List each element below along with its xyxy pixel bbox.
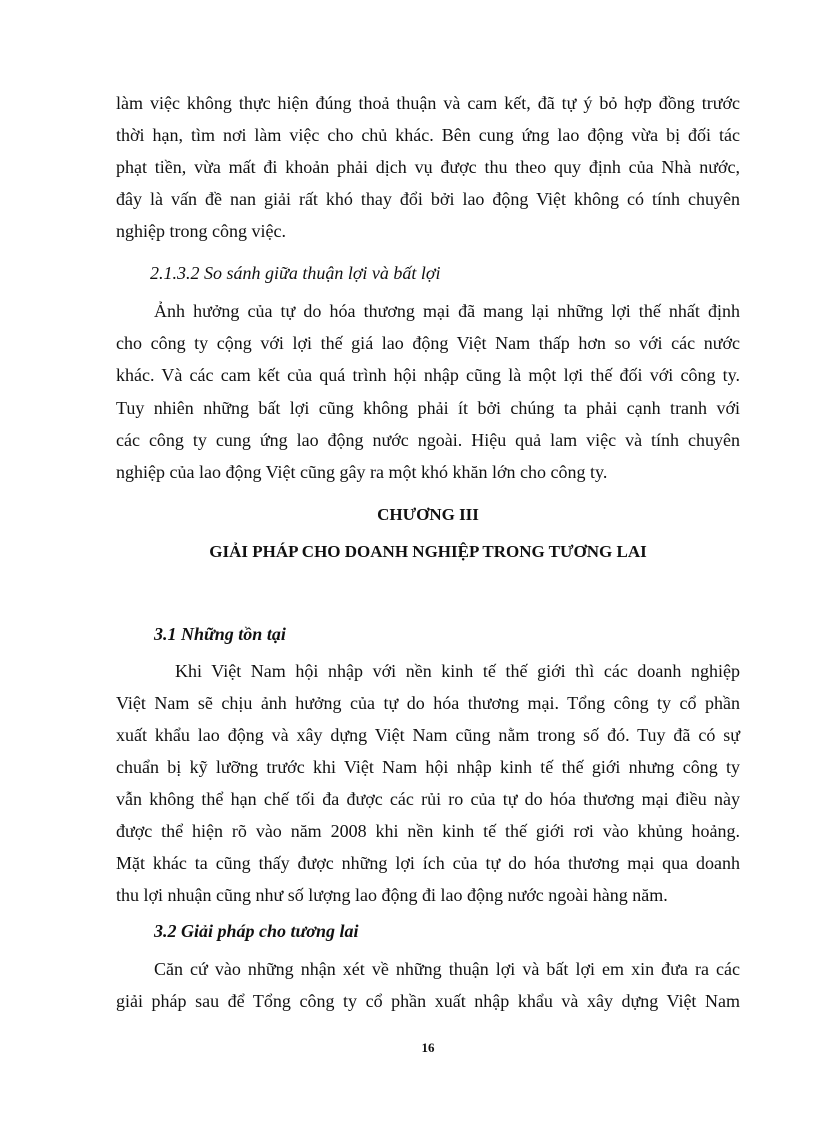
page-number: 16 <box>421 1040 435 1055</box>
paragraph-line: giải pháp sau để Tổng công ty cổ phần xuất nhập khẩu và xây dựng Việt Nam <box>116 991 740 1011</box>
paragraph-line: thời hạn, tìm nơi làm việc cho chủ khác. Bên cung ứng lao động vừa bị đối tác <box>116 125 740 145</box>
paragraph-line: nghiệp của lao động Việt cũng gây ra một khó khăn lớn cho công ty. <box>116 462 608 482</box>
section-heading: 3.2 Giải pháp cho tương lai <box>154 921 359 941</box>
paragraph-line: Ảnh hưởng của tự do hóa thương mại đã mang lại những lợi thế nhất định <box>154 301 740 321</box>
paragraph-line: Mặt khác ta cũng thấy được những lợi ích của tự do hóa thương mại qua doanh <box>116 853 740 873</box>
paragraph-line: phạt tiền, vừa mất đi khoản phải dịch vụ được thu theo quy định của Nhà nước, <box>116 157 740 177</box>
paragraph-line: Khi Việt Nam hội nhập với nền kinh tế thế giới thì các doanh nghiệp <box>175 661 740 681</box>
paragraph-line: nghiệp trong công việc. <box>116 221 286 241</box>
paragraph-line: được thể hiện rõ vào năm 2008 khi nền kinh tế thế giới rơi vào khủng hoảng. <box>116 821 740 841</box>
paragraph-line: Việt Nam sẽ chịu ảnh hưởng của tự do hóa thương mại. Tổng công ty cổ phần <box>116 693 740 713</box>
paragraph-line: Tuy nhiên những bất lợi cũng không phải ít bởi chúng ta phải cạnh tranh với <box>116 398 740 418</box>
paragraph-line: khác. Và các cam kết của quá trình hội nhập cũng là một lợi thế đối với công ty. <box>116 365 740 385</box>
paragraph-line: cho công ty cộng với lợi thế giá lao động Việt Nam thấp hơn so với các nước <box>116 333 740 353</box>
paragraph-line: đây là vấn đề nan giải rất khó thay đổi bởi lao động Việt không có tính chuyên <box>116 189 740 209</box>
paragraph-line: chuẩn bị kỹ lưỡng trước khi Việt Nam hội nhập kinh tế thế giới nhưng công ty <box>116 757 740 777</box>
paragraph-line: vẫn không thể hạn chế tối đa được các rủi ro của tự do hóa thương mại điều này <box>116 789 740 809</box>
paragraph-line: các công ty cung ứng lao động nước ngoài. Hiệu quả lam việc và tính chuyên <box>116 430 740 450</box>
chapter-title: GIẢI PHÁP CHO DOANH NGHIỆP TRONG TƯƠNG LAI <box>209 542 647 561</box>
section-heading: 3.1 Những tồn tại <box>154 624 286 644</box>
paragraph-line: Căn cứ vào những nhận xét về những thuận lợi và bất lợi em xin đưa ra các <box>154 959 740 979</box>
paragraph-line: thu lợi nhuận cũng như số lượng lao động đi lao động nước ngoài hàng năm. <box>116 885 668 905</box>
subsection-heading: 2.1.3.2 So sánh giữa thuận lợi và bất lợi <box>150 263 441 283</box>
paragraph-line: xuất khẩu lao động và xây dựng Việt Nam cũng nằm trong số đó. Tuy đã có sự <box>116 725 740 745</box>
chapter-label: CHƯƠNG III <box>377 505 479 524</box>
paragraph-line: làm việc không thực hiện đúng thoả thuận và cam kết, đã tự ý bỏ hợp đồng trước <box>116 93 740 113</box>
